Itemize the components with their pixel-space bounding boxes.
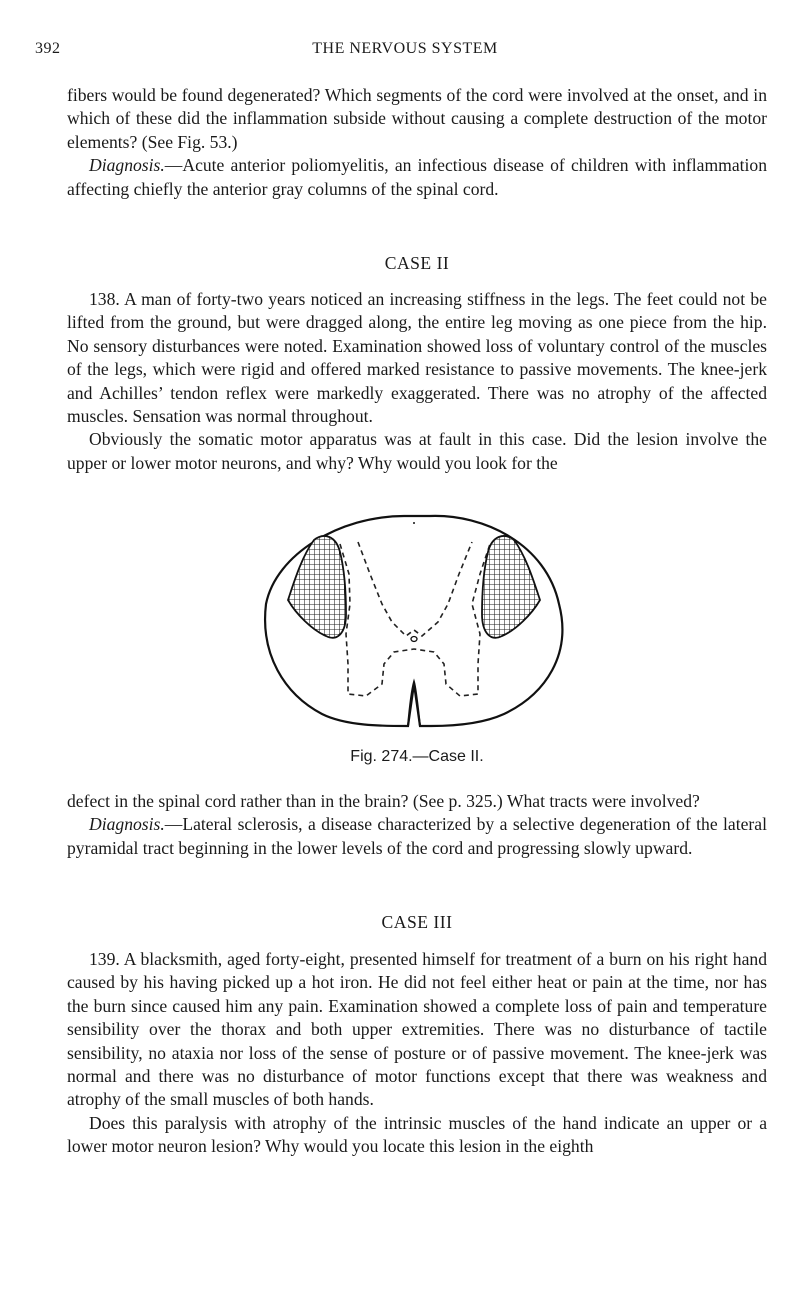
case1-end-text <box>67 84 767 201</box>
right-lateral-tract <box>482 536 540 638</box>
paragraph: Does this paralysis with atrophy of the intrinsic muscles of the hand indicate an upper or a lower motor neuron lesion? Why would you locate this lesion in the eighth <box>67 1112 767 1157</box>
page-header <box>35 40 775 64</box>
diagnosis-paragraph <box>67 154 767 201</box>
case2-heading: CASE II <box>384 253 450 273</box>
case2-text-continued <box>67 790 767 860</box>
paragraph: 138. A man of forty-two years noticed an increasing stiffness in the legs. The feet could not be lifted from the ground, but were dragged along, the entire leg moving as one piece from the hip. No sensory disturbances were noted. Examination showed loss of voluntary control of the muscles of the legs, which were rigid and offered marked resistance to passive movements. The knee-jerk and Achilles’ tendon reflex were markedly exaggerated. There was no atrophy of the affected muscles. Sensation was normal throughout. <box>67 289 767 427</box>
diagnosis-label: Diagnosis. <box>89 155 165 176</box>
figure-caption: Fig. 274.—Case II. <box>350 748 484 765</box>
diagnosis-text: —Lateral sclerosis, a disease characterized by a selective degeneration of the lateral pyramidal tract beginning in the lower levels of the cord and progressing slowly upward. <box>67 814 767 858</box>
page-number: 392 <box>35 40 61 57</box>
case2-text <box>67 288 767 475</box>
paragraph: fibers would be found degenerated? Which segments of the cord were involved at the onset, and in which of these did the inflammation subside without causing a complete destruction of the motor elements? (See Fig. 53.) <box>67 85 767 152</box>
diagnosis-paragraph <box>67 813 767 860</box>
left-lateral-tract <box>288 536 346 638</box>
central-canal <box>411 637 417 642</box>
paragraph: 139. A blacksmith, aged forty-eight, presented himself for treatment of a burn on his right hand caused by his having picked up a hot iron. He did not feel either heat or pain at the time, nor has the burn since caused him any pain. Examination showed a complete loss of pain and temperature sensibility over the thorax and both upper extremities. There was no disturbance of tactile sensibility, no ataxia nor loss of the sense of posture or of passive movement. The knee-jerk was normal and there was no disturbance of motor functions except that there was weakness and atrophy of the small muscles of both hands. <box>67 949 767 1110</box>
spinal-cord-cross-section <box>254 504 574 740</box>
diagnosis-label: Diagnosis. <box>89 814 165 835</box>
paragraph: Obviously the somatic motor apparatus was at fault in this case. Did the lesion involve the upper or lower motor neurons, and why? Why would you look for the <box>67 429 767 473</box>
spinal-cord-figure <box>254 504 574 740</box>
gray-matter-outline <box>358 542 472 636</box>
case3-text <box>67 948 767 1159</box>
running-head: THE NERVOUS SYSTEM <box>312 40 498 57</box>
case3-heading: CASE III <box>381 912 453 932</box>
paragraph: defect in the spinal cord rather than in the brain? (See p. 325.) What tracts were involved? <box>67 791 700 811</box>
diagnosis-text: —Acute anterior poliomyelitis, an infectious disease of children with inflammation affecting chiefly the anterior gray columns of the spinal cord. <box>67 155 767 199</box>
